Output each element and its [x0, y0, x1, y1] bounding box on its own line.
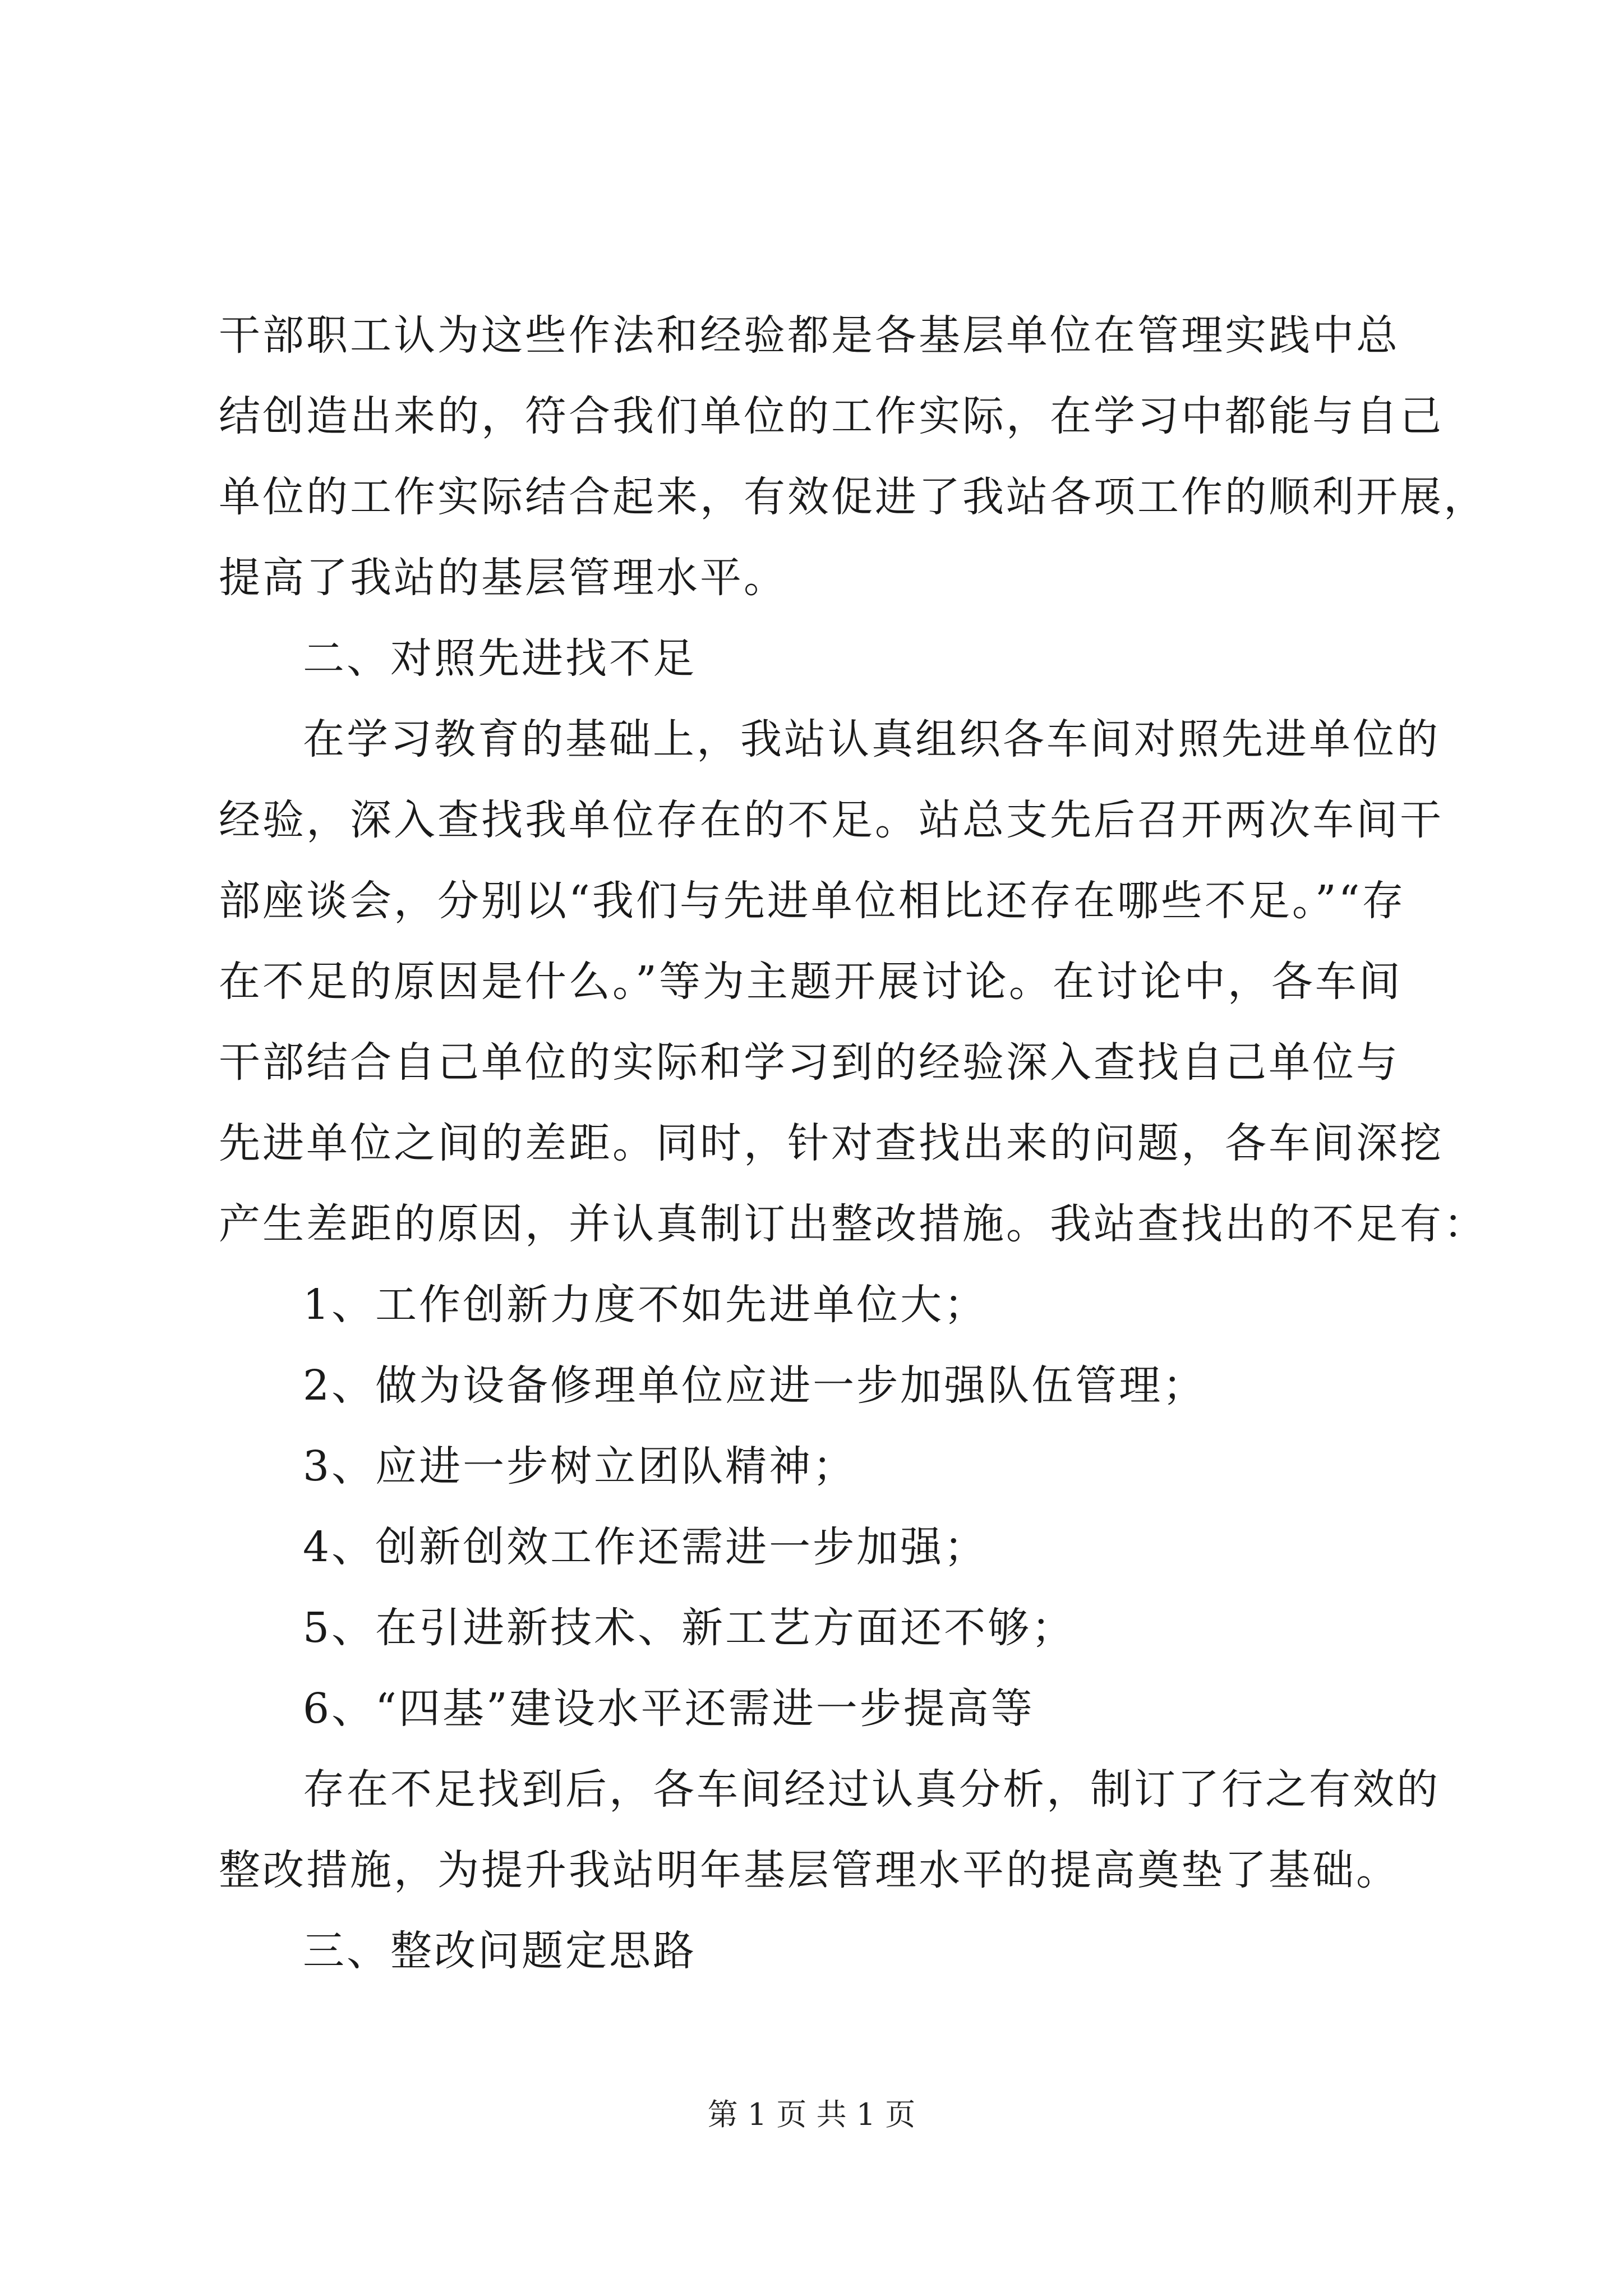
page-footer: 第 1 页 共 1 页 [707, 2097, 916, 2132]
section-heading: 三、整改问题定思路 [303, 1927, 697, 1975]
text-line: 部座谈会，分别以“我们与先进单位相比还存在哪些不足。”“存 [219, 877, 1406, 925]
list-item: 3、应进一步树立团队精神； [303, 1442, 857, 1490]
list-item: 2、做为设备修理单位应进一步加强队伍管理； [303, 1361, 1207, 1410]
list-item: 5、在引进新技术、新工艺方面还不够； [303, 1604, 1076, 1652]
text-line: 在不足的原因是什么。”等为主题开展讨论。在讨论中，各车间 [219, 958, 1403, 1006]
section-heading: 二、对照先进找不足 [303, 634, 697, 683]
text-line: 提高了我站的基层管理水平。 [219, 554, 787, 602]
text-line: 经验，深入查找我单位存在的不足。站总支先后召开两次车间干 [219, 796, 1444, 844]
text-line: 干部职工认为这些作法和经验都是各基层单位在管理实践中总 [219, 311, 1400, 360]
text-line: 先进单位之间的差距。同时，针对查找出来的问题，各车间深挖 [219, 1119, 1444, 1167]
text-line: 整改措施，为提升我站明年基层管理水平的提高奠垫了基础。 [219, 1846, 1400, 1894]
list-item: 6、“四基”建设水平还需进一步提高等 [303, 1685, 1035, 1733]
list-item: 4、创新创效工作还需进一步加强； [303, 1523, 988, 1571]
text-line: 存在不足找到后，各车间经过认真分析，制订了行之有效的 [303, 1765, 1440, 1814]
text-line: 在学习教育的基础上，我站认真组织各车间对照先进单位的 [303, 715, 1440, 763]
text-line: 产生差距的原因，并认真制订出整改措施。我站查找出的不足有： [219, 1200, 1487, 1248]
text-line: 干部结合自己单位的实际和学习到的经验深入查找自己单位与 [219, 1038, 1400, 1087]
list-item: 1、工作创新力度不如先进单位大； [303, 1281, 988, 1329]
text-line: 单位的工作实际结合起来，有效促进了我站各项工作的顺利开展， [219, 473, 1487, 521]
text-line: 结创造出来的，符合我们单位的工作实际，在学习中都能与自己 [219, 392, 1444, 440]
